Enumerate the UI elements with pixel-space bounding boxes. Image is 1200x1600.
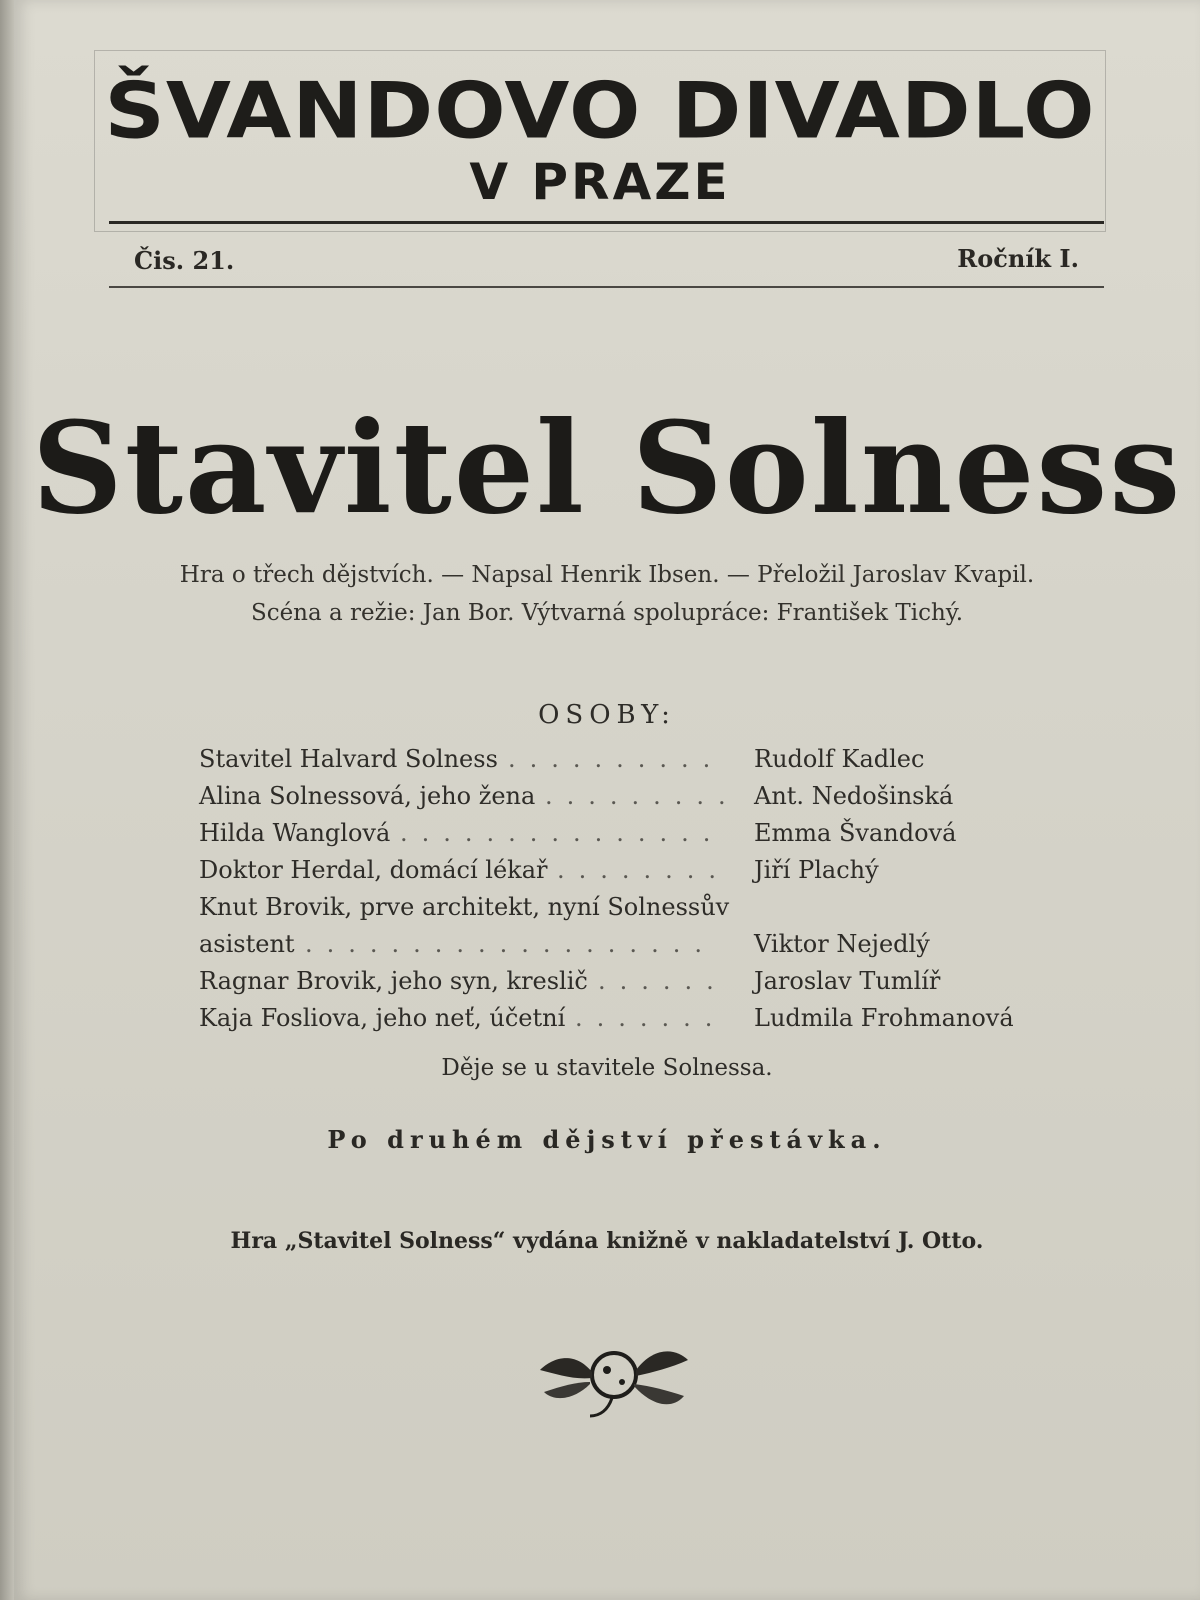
cast-leader-dots: ................... [305,930,716,958]
cast-actor: Ludmila Frohmanová [754,1004,1014,1032]
masthead-rule-top [109,221,1104,224]
theatre-name: ŠVANDOVO DIVADLO [104,65,1096,157]
cast-row [199,930,1049,967]
cast-leader-dots: ...... [598,967,728,995]
cast-role: Kaja Fosliova, jeho neť, účetní [199,1004,566,1032]
cast-role: Doktor Herdal, domácí lékař [199,856,548,884]
cast-row [199,856,1049,893]
cast-list [199,745,1049,1041]
cast-row [199,967,1049,1004]
cast-row [199,745,1049,782]
cast-leader-dots: ....... [575,1004,727,1032]
cast-leader-dots: .......... [508,745,725,773]
theatre-city: V PRAZE [469,153,731,211]
intermission-note: Po druhém dějství přestávka. [327,1125,887,1154]
floral-ornament-icon [534,1330,694,1420]
volume-number: Ročník I. [957,244,1079,273]
cast-actor: Jaroslav Tumlíř [754,967,941,995]
cast-actor: Emma Švandová [754,819,957,847]
cast-actor: Jiří Plachý [754,856,879,884]
publisher-note: Hra „Stavitel Solness“ vydána knižně v nakladatelství J. Otto. [230,1228,984,1254]
cast-row [199,819,1049,856]
cast-role: asistent [199,930,295,958]
cast-actor: Viktor Nejedlý [754,930,930,958]
cast-leader-dots: ........ [557,856,731,884]
cast-leader-dots: ............... [400,819,725,847]
cast-role: Ragnar Brovik, jeho syn, kreslič [199,967,588,995]
masthead-rule-bottom [109,286,1104,288]
credits-author-translator: Hra o třech dějstvích. — Napsal Henrik Ibsen. — Přeložil Jaroslav Kvapil. [179,562,1035,588]
setting-note: Děje se u stavitele Solnessa. [441,1055,773,1081]
cast-role: Hilda Wanglová [199,819,391,847]
book-spine-edge [0,0,14,1600]
issue-row [109,240,1079,280]
cast-row [199,782,1049,819]
cast-leader-dots: ......... [545,782,740,810]
cast-row [199,1004,1049,1041]
credits-direction-design: Scéna a režie: Jan Bor. Výtvarná spolupráce: František Tichý. [250,600,964,626]
cast-heading: OSOBY: [538,700,676,730]
cast-role: Alina Solnessová, jeho žena [199,782,536,810]
cast-actor: Rudolf Kadlec [754,745,925,773]
play-title: Stavitel Solness [31,394,1183,542]
cast-row [199,893,1049,930]
program-page [14,0,1200,1600]
cast-role: Knut Brovik, prve architekt, nyní Solnessův [199,893,730,921]
issue-number: Čis. 21. [134,246,235,275]
cast-role: Stavitel Halvard Solness [199,745,498,773]
masthead [94,50,1106,232]
cast-actor: Ant. Nedošinská [754,782,954,810]
